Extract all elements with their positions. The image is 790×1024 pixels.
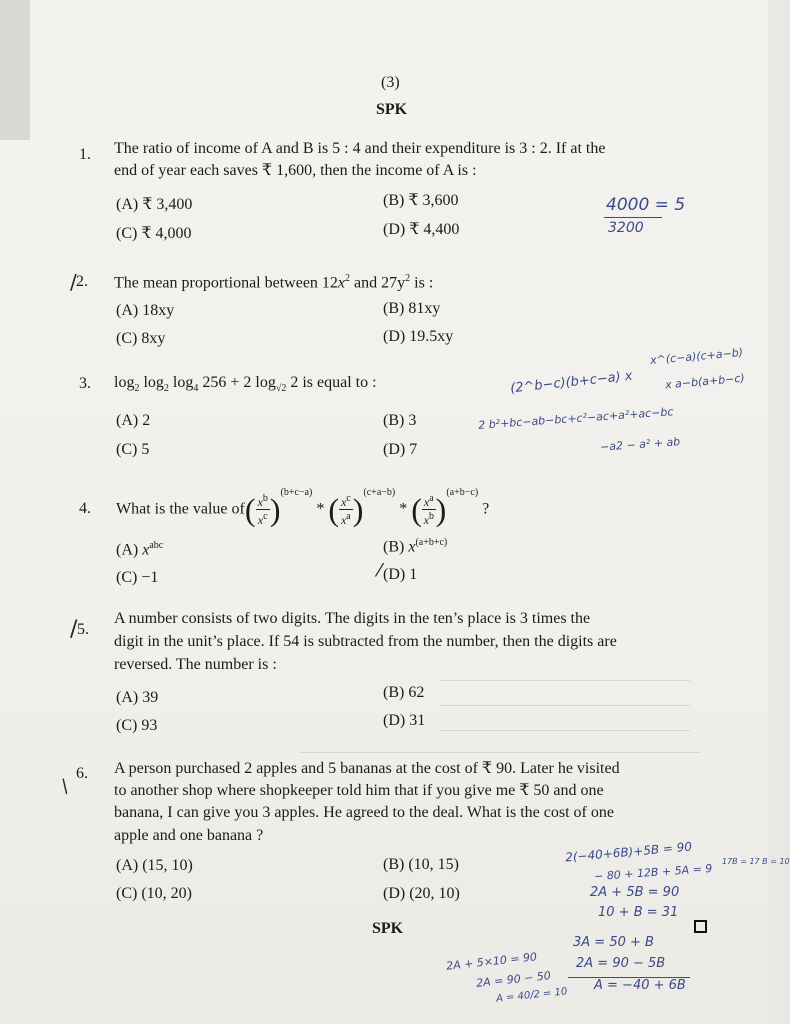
q4-option-a: (A) $x^{abc}$ [116,540,164,559]
q2-option-d: (D) 19.5xy [383,328,454,345]
q5-option-a: (A) 39 [116,689,159,706]
handwriting-q6-k: A = 40/2 = 10 [495,986,568,1005]
handwriting-q6-g: 2A = 90 − 5B [576,956,666,971]
handwriting-q3-e: −a2 − a² + ab [599,435,681,454]
bleed-table-line [440,680,690,681]
q1-text-line1: The ratio of income of A and B is 5 : 4 and their expenditure is 3 : 2. If at the [114,140,606,157]
q2-text: The mean proportional between $12x^2$ and $27y^2$ is : [114,273,434,292]
q3-option-b: (B) 3 [383,412,417,429]
q6-text-line2: to another shop where shopkeeper told him that if you give me ₹ 50 and one [114,782,604,799]
q6-option-b: (B) (10, 15) [383,856,459,873]
q5-text-line3: reversed. The number is : [114,656,277,673]
q1-text-line2: end of year each saves ₹ 1,600, then the income of A is : [114,162,477,179]
q4-option-b: (B) $x^{(a+b+c)}$ [383,537,448,556]
q2-option-a: (A) 18xy [116,302,175,319]
q1-option-c: (C) ₹ 4,000 [116,225,192,242]
handwriting-q6-h: A = −40 + 6B [594,978,686,993]
q4-option-d: (D) 1 [383,566,418,583]
bleed-table-line [440,730,690,731]
q6-text-line1: A person purchased 2 apples and 5 bananas at the cost of ₹ 90. Later he visited [114,760,620,777]
handwriting-q6-i: 2A + 5×10 = 90 [445,950,538,973]
q4-number: 4. [79,500,91,517]
q5-text-line1: A number consists of two digits. The digits in the ten’s place is 3 times the [114,610,591,627]
handwriting-q6-c: 2A + 5B = 90 [590,885,680,900]
page-shadow [0,0,30,140]
handwriting-q6-f: 3A = 50 + B [573,935,654,950]
q6-text-line4: apple and one banana ? [114,827,264,844]
handwriting-q6-a: 2(−40+6B)+5B = 90 [564,839,693,865]
q1-option-d: (D) ₹ 4,400 [383,221,460,238]
header-code: SPK [376,101,408,118]
q3-option-d: (D) 7 [383,441,418,458]
tick-mark-icon: / [57,775,73,798]
q6-option-d: (D) (20, 10) [383,885,460,902]
q3-option-a: (A) 2 [116,412,151,429]
q4-option-c: (C) −1 [116,569,159,586]
q2-option-b: (B) 81xy [383,300,441,317]
handwriting-q3-d: 2 b²+bc−ab−bc+c²−ac+a²+ac−bc [477,405,674,432]
q5-option-c: (C) 93 [116,717,158,734]
q5-option-b: (B) 62 [383,684,425,701]
q1-option-a: (A) ₹ 3,400 [116,196,193,213]
handwriting-q6-j: 2A = 90 − 50 [475,969,552,990]
handwriting-q1-a: 4000 = 5 [606,195,686,215]
q6-text-line3: banana, I can give you 3 apples. He agreed to the deal. What is the cost of one [114,804,614,821]
bleed-table-line [440,705,690,706]
tick-mark-icon: / [70,270,77,294]
q6-number: 6. [76,765,88,782]
q6-option-c: (C) (10, 20) [116,885,192,902]
q2-number: 2. [76,273,88,290]
handwriting-q6-b: − 80 + 12B + 5A = 9 [593,861,713,884]
q3-number: 3. [79,375,91,392]
q5-number: 5. [77,621,89,638]
q6-option-a: (A) (15, 10) [116,857,193,874]
handwriting-q3-a: (2^b−c)(b+c−a) x [509,368,634,397]
q4-text: What is the value of( $\frac{x^b}{x^c}$ )$^{(b+c-a)}$ * ( $\frac{x^c}{x^a}$ )$^{(c+a-b)}$ * ( $\frac{x^a}{x^b}$ )$^{(a+b-c)}$ ? [116,487,490,528]
page-number: (3) [381,74,400,91]
q1-option-b: (B) ₹ 3,600 [383,192,459,209]
end-square-icon [694,920,707,933]
q2-option-c: (C) 8xy [116,330,166,347]
handwriting-q1-b: 3200 [608,220,644,236]
footer-code: SPK [372,920,404,937]
q5-text-line2: digit in the unit’s place. If 54 is subtracted from the number, then the digits are [114,633,617,650]
handwriting-q6-d: 10 + B = 31 [598,905,679,920]
bleed-table-line [300,752,700,753]
q3-option-c: (C) 5 [116,441,150,458]
handwriting-q3-b: x^(c−a)(c+a−b) [649,345,744,368]
tick-mark-icon: / [70,617,78,642]
q5-option-d: (D) 31 [383,712,426,729]
handwriting-q3-c: x a−b(a+b−c) [664,371,746,392]
handwriting-q6-e: 17B = 17 B = 10 [722,857,790,866]
q3-text: $\log_2 \log_2 \log_4 256 + 2$ $\log_{√2} 2$ is equal to : [114,374,377,395]
q1-number: 1. [79,146,91,163]
answer-mark-icon: ⁄ [378,560,382,581]
handwriting-fraction-line [604,217,662,218]
